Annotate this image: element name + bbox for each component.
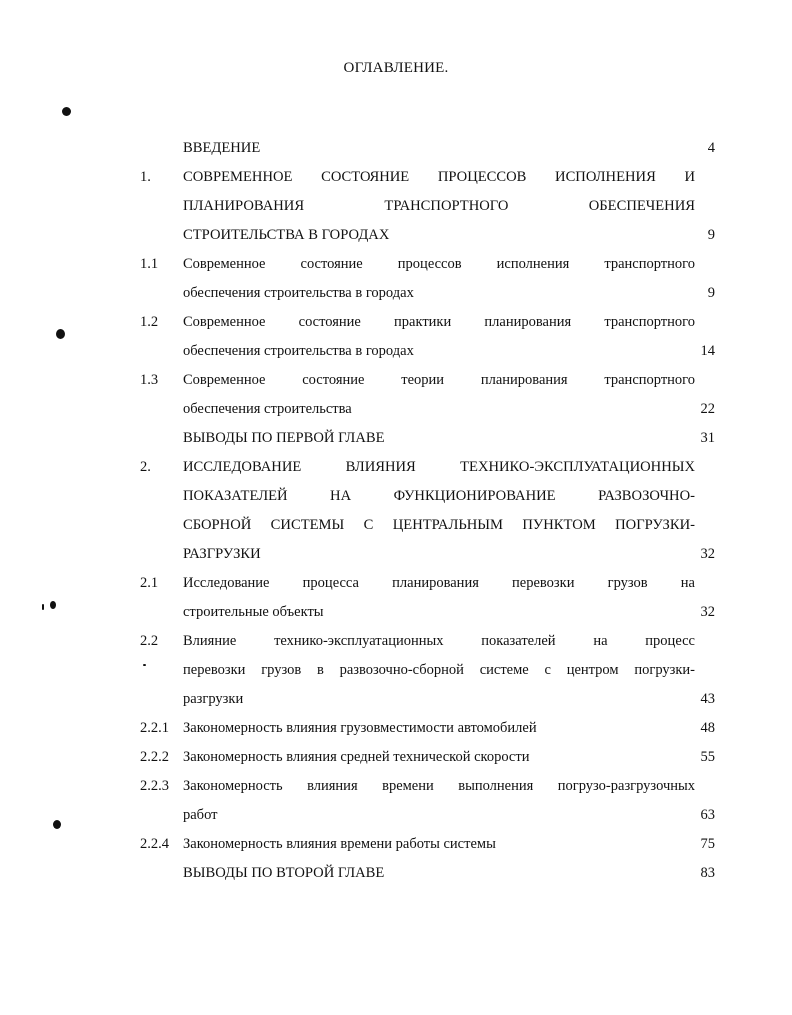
toc-entry-page: 83 [700,865,715,881]
toc-entry [0,830,792,859]
toc-entry-title-line: обеспечения строительства в городах [183,285,414,301]
toc-entry [0,569,792,627]
toc-entry-page: 32 [700,604,715,620]
toc-entry-title-line: разгрузки [183,691,244,707]
toc-entry-number: 1.1 [140,256,159,272]
toc-entry-title-line: работ [183,807,218,823]
toc-entry [0,714,792,743]
toc-entry [0,134,792,163]
toc-entry-number: 2.2.1 [140,720,169,736]
toc-entry [0,859,792,888]
toc-entry-title-line: Закономерность влияния времени выполнения погрузо-разгрузочных [183,778,695,794]
toc-entry-title-line: Закономерность влияния грузовместимости автомобилей [183,720,537,736]
toc-entry-title-line: ВЫВОДЫ ПО ВТОРОЙ ГЛАВЕ [183,865,385,881]
toc-entry-title-line: Современное состояние теории планирования транспортного [183,372,695,388]
toc-entry [0,250,792,308]
toc-entry [0,366,792,424]
toc-entry [0,772,792,830]
toc-entry-title-line: РАЗГРУЗКИ [183,546,261,562]
toc-entry-title-line: ИССЛЕДОВАНИЕ ВЛИЯНИЯ ТЕХНИКО-ЭКСПЛУАТАЦИОННЫХ [183,459,695,475]
toc-entry-title-line: строительные объекты [183,604,324,620]
table-of-contents [0,134,792,888]
toc-entry-number: 2.2 [140,633,159,649]
toc-entry [0,743,792,772]
scan-speck [143,664,146,666]
toc-entry-number: 2.2.2 [140,749,169,765]
toc-entry-page: 31 [700,430,715,446]
toc-entry [0,424,792,453]
toc-entry-title-line: Влияние технико-эксплуатационных показателей на процесс [183,633,695,649]
toc-entry-page: 9 [707,285,715,301]
toc-entry [0,627,792,714]
toc-entry-title-line: СБОРНОЙ СИСТЕМЫ С ЦЕНТРАЛЬНЫМ ПУНКТОМ ПОГРУЗКИ- [183,517,695,533]
toc-entry-page: 14 [700,343,715,359]
toc-entry-page: 75 [700,836,715,852]
toc-entry-page: 9 [707,227,715,243]
toc-entry-title-line: ПОКАЗАТЕЛЕЙ НА ФУНКЦИОНИРОВАНИЕ РАЗВОЗОЧНО- [183,488,695,504]
toc-entry-number: 2. [140,459,151,475]
scan-speck [42,604,44,610]
toc-entry-title-line: ВЫВОДЫ ПО ПЕРВОЙ ГЛАВЕ [183,430,385,446]
toc-entry [0,308,792,366]
toc-entry-title-line: Закономерность влияния средней технической скорости [183,749,530,765]
toc-entry-title-line: обеспечения строительства в городах [183,343,414,359]
toc-entry-number: 1.3 [140,372,159,388]
toc-entry-number: 1. [140,169,151,185]
toc-entry-title-line: перевозки грузов в развозочно-сборной системе с центром погрузки- [183,662,695,678]
toc-entry-page: 63 [700,807,715,823]
toc-entry-title-line: обеспечения строительства [183,401,352,417]
scan-speck [62,107,71,116]
toc-entry-page: 55 [700,749,715,765]
toc-entry-page: 32 [700,546,715,562]
scan-speck [56,329,65,339]
toc-entry-page: 4 [707,140,715,156]
toc-entry-number: 2.2.3 [140,778,169,794]
scan-speck [53,820,61,829]
toc-entry-page: 22 [700,401,715,417]
toc-entry-title-line: Закономерность влияния времени работы системы [183,836,496,852]
toc-entry-title-line: Современное состояние процессов исполнения транспортного [183,256,695,272]
toc-entry-number: 2.2.4 [140,836,169,852]
toc-entry-title-line: ВВЕДЕНИЕ [183,140,261,156]
toc-entry [0,453,792,569]
toc-entry-title-line: СОВРЕМЕННОЕ СОСТОЯНИЕ ПРОЦЕССОВ ИСПОЛНЕНИЯ И [183,169,695,185]
toc-entry-number: 1.2 [140,314,159,330]
toc-entry-number: 2.1 [140,575,159,591]
page-title: ОГЛАВЛЕНИЕ. [343,60,449,76]
toc-entry-page: 43 [700,691,715,707]
toc-entry-title-line: ПЛАНИРОВАНИЯ ТРАНСПОРТНОГО ОБЕСПЕЧЕНИЯ [183,198,695,214]
toc-entry-title-line: Исследование процесса планирования перевозки грузов на [183,575,695,591]
toc-entry-page: 48 [700,720,715,736]
toc-entry [0,163,792,250]
scan-speck [50,601,56,609]
toc-entry-title-line: Современное состояние практики планирования транспортного [183,314,695,330]
toc-entry-title-line: СТРОИТЕЛЬСТВА В ГОРОДАХ [183,227,390,243]
